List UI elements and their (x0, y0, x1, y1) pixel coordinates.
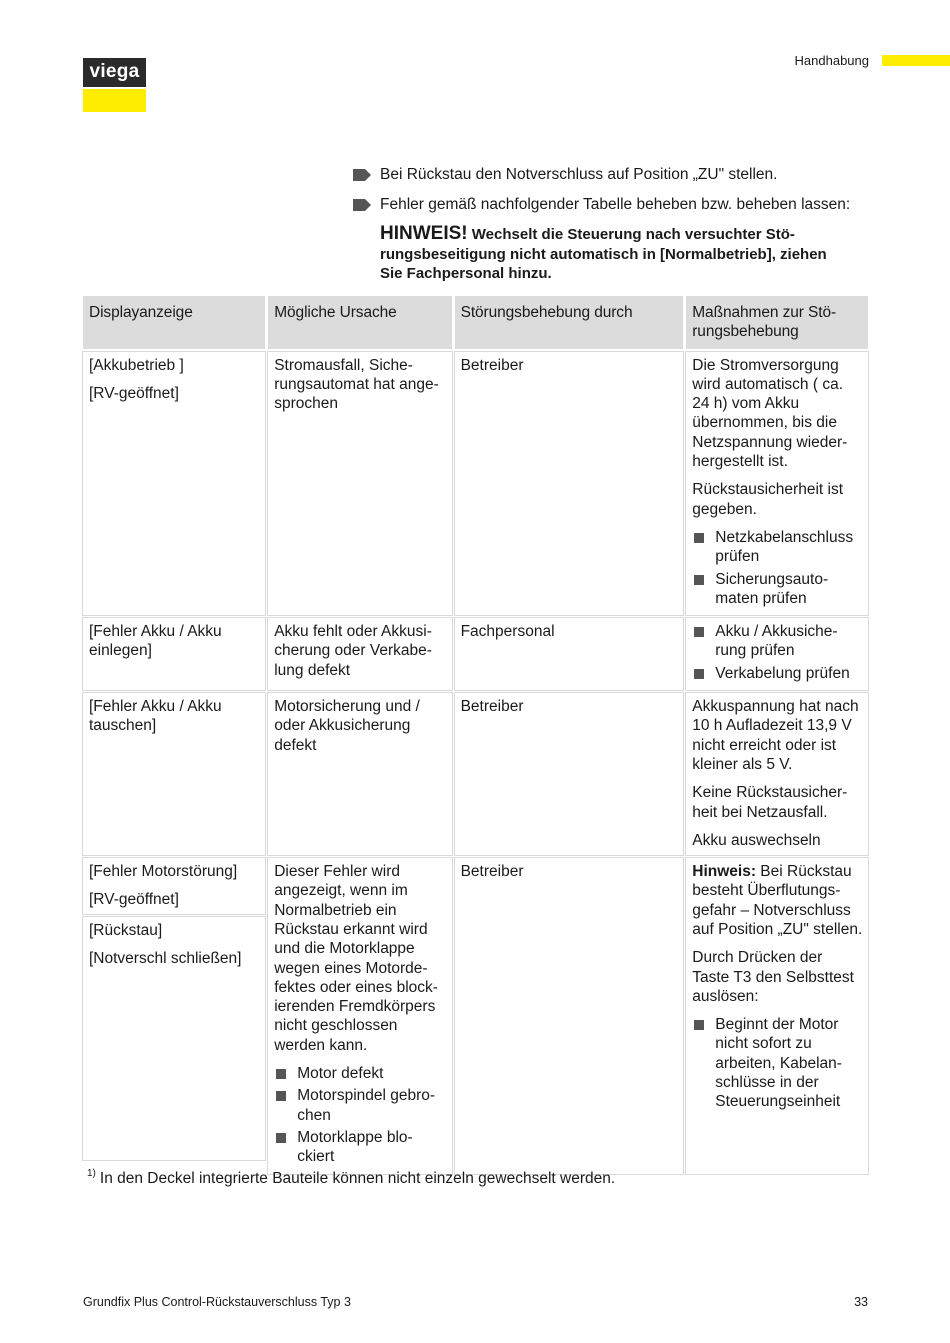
display-text: [RV-geöffnet] (89, 891, 179, 909)
header-massnahmen: Maßnahmen zur Stö-rungsbehebung (686, 296, 868, 349)
hinweis-note (380, 224, 840, 284)
by-cell: Betreiber (455, 352, 684, 616)
cause-cell (268, 858, 451, 1173)
display-text: [Rückstau] (89, 921, 163, 939)
table-row (83, 618, 868, 690)
section-accent-bar (882, 55, 950, 66)
list-item: Motorklappe blo-ckiert (274, 1128, 446, 1167)
hint-paragraph (692, 862, 863, 939)
by-cell: Fachpersonal (455, 618, 684, 690)
measure-text: Durch Drücken der Taste T3 den Selbsttest auslösen: (692, 949, 854, 1005)
arrow-bullet-icon (353, 199, 371, 211)
step-text: Bei Rückstau den Notverschluss auf Position „ZU" stellen. (380, 166, 778, 183)
hint-text: Bei Rückstau besteht Überflutungs-gefahr – Notverschluss auf Position „ZU" stellen. (692, 863, 863, 938)
table-row (83, 693, 868, 855)
cause-cell: Stromausfall, Siche-rungsautomat hat ange-sprochen (268, 352, 451, 616)
cause-cell: Akku fehlt oder Akkusi-cherung oder Verkabe-lung defekt (268, 618, 451, 690)
step-item (353, 195, 873, 215)
measure-text: Akku auswechseln (692, 831, 821, 849)
cause-text: Dieser Fehler wird angezeigt, wenn im Normalbetrieb ein Rückstau erkannt wird und die Motorklappe wegen eines Motorde-fektes oder eines block-ierenden Fremdkörpers nicht geschlossen werden kann. (274, 863, 438, 1054)
list-item: Motorspindel gebro-chen (274, 1086, 446, 1125)
display-text: [RV-geöffnet] (89, 384, 179, 402)
measure-list (692, 622, 863, 683)
hinweis-text: Wechselt die Steuerung nach versuchter Stö-rungsbeseitigung nicht automatisch in [Normalbetrieb], ziehen Sie Fachpersonal hinzu. (380, 226, 827, 282)
display-text: [Notverschl schließen] (89, 949, 242, 967)
display-cell (83, 352, 265, 616)
measure-text: Keine Rückstausicher-heit bei Netzausfall. (692, 784, 848, 821)
step-text: Fehler gemäß nachfolgender Tabelle beheben bzw. beheben lassen: (380, 196, 851, 213)
display-cell: [Fehler Akku / Akku einlegen] (83, 618, 265, 690)
cause-cell: Motorsicherung und / oder Akkusicherung defekt (268, 693, 451, 855)
viega-logo (83, 58, 146, 112)
measures-cell (686, 352, 868, 616)
measure-text: Akkuspannung hat nach 10 h Aufladezeit 13,9 V nicht erreicht oder ist kleiner als 5 V. (692, 698, 859, 773)
measure-list (692, 528, 863, 608)
logo-text: viega (83, 58, 146, 89)
table-header-row (83, 296, 868, 349)
by-cell: Betreiber (455, 858, 684, 1173)
display-subcell (83, 858, 265, 914)
list-item: Akku / Akkusiche-rung prüfen (692, 622, 863, 661)
display-subcell (83, 917, 265, 1160)
section-label: Handhabung (794, 53, 869, 68)
header-behebung-durch: Störungsbehebung durch (455, 296, 684, 349)
footnote (87, 1170, 615, 1188)
instruction-steps (353, 165, 873, 225)
table-row (83, 858, 868, 1173)
list-item: Motor defekt (274, 1064, 446, 1083)
page-number: 33 (854, 1295, 868, 1309)
display-cell: [Fehler Akku / Akku tauschen] (83, 693, 265, 855)
measures-cell (686, 858, 868, 1173)
header-ursache: Mögliche Ursache (268, 296, 451, 349)
list-item: Beginnt der Motor nicht sofort zu arbeiten, Kabelan-schlüsse in der Steuerungseinheit (692, 1015, 863, 1111)
list-item: Sicherungsauto-maten prüfen (692, 570, 863, 609)
step-item (353, 165, 873, 185)
measures-cell (686, 693, 868, 855)
error-table (80, 293, 871, 1177)
table-row (83, 352, 868, 616)
measure-list (692, 1015, 863, 1111)
footnote-mark: 1) (87, 1168, 96, 1179)
footnote-text: In den Deckel integrierte Bauteile können nicht einzeln gewechselt werden. (99, 1170, 616, 1187)
measure-text: Die Stromversorgung wird automatisch ( ca. 24 h) vom Akku übernommen, bis die Netzspannung wieder-hergestellt ist. (692, 356, 848, 471)
list-item: Verkabelung prüfen (692, 664, 863, 683)
footer-title: Grundfix Plus Control-Rückstauverschluss Typ 3 (83, 1295, 351, 1309)
list-item: Netzkabelanschluss prüfen (692, 528, 863, 567)
arrow-bullet-icon (353, 169, 371, 181)
cause-list (274, 1064, 446, 1166)
display-text: [Fehler Motorstörung] (89, 863, 238, 881)
display-text: [Akkubetrieb ] (89, 356, 184, 374)
by-cell: Betreiber (455, 693, 684, 855)
measure-text: Rückstausicherheit ist gegeben. (692, 481, 844, 518)
hint-label: Hinweis: (692, 863, 756, 881)
hinweis-label: HINWEIS! (380, 223, 468, 244)
measures-cell (686, 618, 868, 690)
header-displayanzeige: Displayanzeige (83, 296, 265, 349)
logo-yellow-block (83, 89, 146, 112)
display-cell (83, 858, 265, 1173)
